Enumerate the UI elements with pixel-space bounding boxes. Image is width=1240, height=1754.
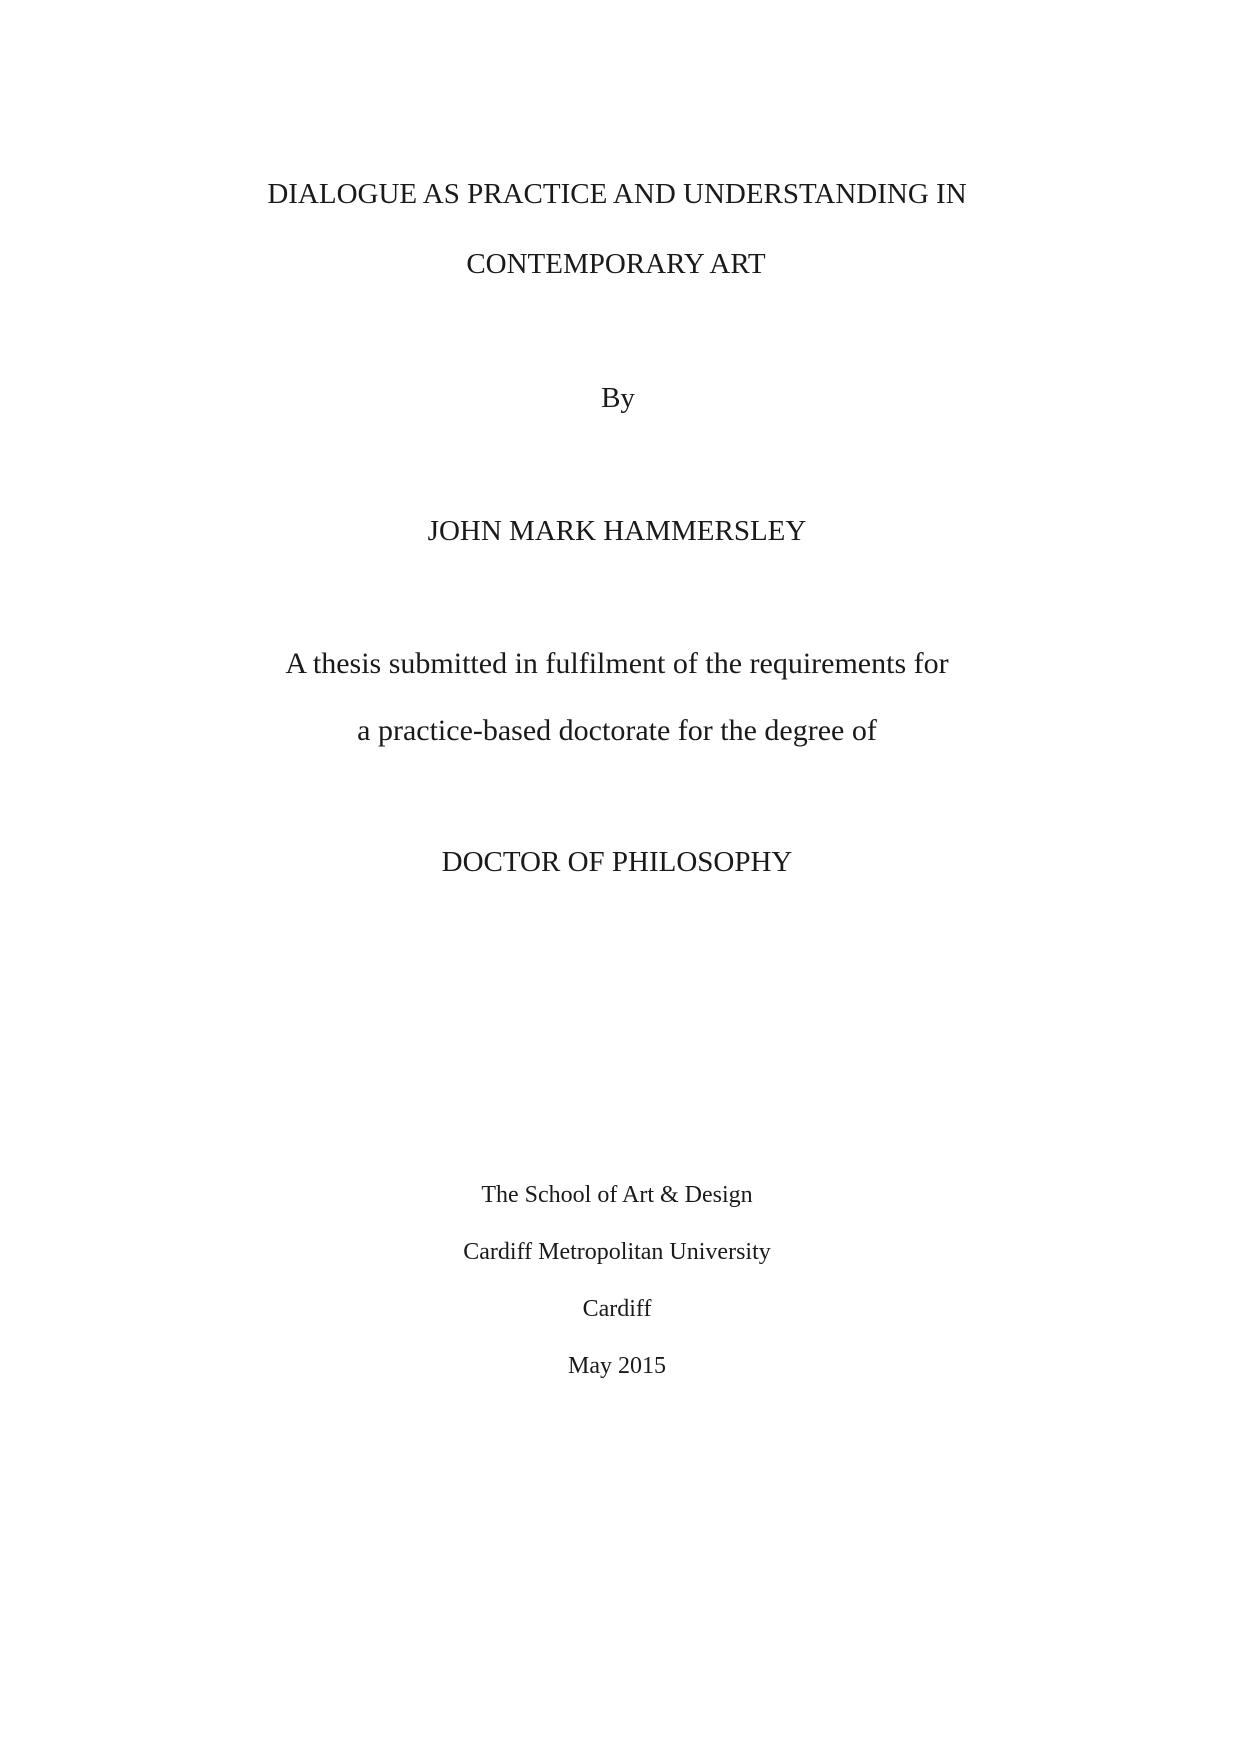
submission-date <box>0 1354 1240 1378</box>
submission-statement-line-2 <box>0 716 1240 746</box>
city-name <box>0 1297 1240 1321</box>
degree-name-text: DOCTOR OF PHILOSOPHY <box>441 846 793 878</box>
thesis-title-line-1-text: DIALOGUE AS PRACTICE AND UNDERSTANDING IN <box>267 178 967 210</box>
degree-name <box>0 848 1240 877</box>
university-name <box>0 1240 1240 1264</box>
submission-statement-line-2-text: a practice-based doctorate for the degree of <box>357 714 877 747</box>
by-label-text: By <box>601 382 635 414</box>
thesis-title-line-1 <box>0 180 1240 209</box>
thesis-title-line-2 <box>0 250 1240 279</box>
university-name-text: Cardiff Metropolitan University <box>463 1239 771 1265</box>
school-name-text: The School of Art & Design <box>481 1182 753 1208</box>
author-name <box>0 517 1240 546</box>
school-name <box>0 1183 1240 1207</box>
submission-statement-line-1 <box>0 649 1240 679</box>
city-name-text: Cardiff <box>582 1296 652 1322</box>
submission-date-text: May 2015 <box>568 1353 666 1379</box>
by-label <box>0 384 1240 413</box>
author-name-text: JOHN MARK HAMMERSLEY <box>427 515 807 547</box>
submission-statement-line-1-text: A thesis submitted in fulfilment of the requirements for <box>285 647 949 680</box>
thesis-title-line-2-text: CONTEMPORARY ART <box>466 248 766 280</box>
